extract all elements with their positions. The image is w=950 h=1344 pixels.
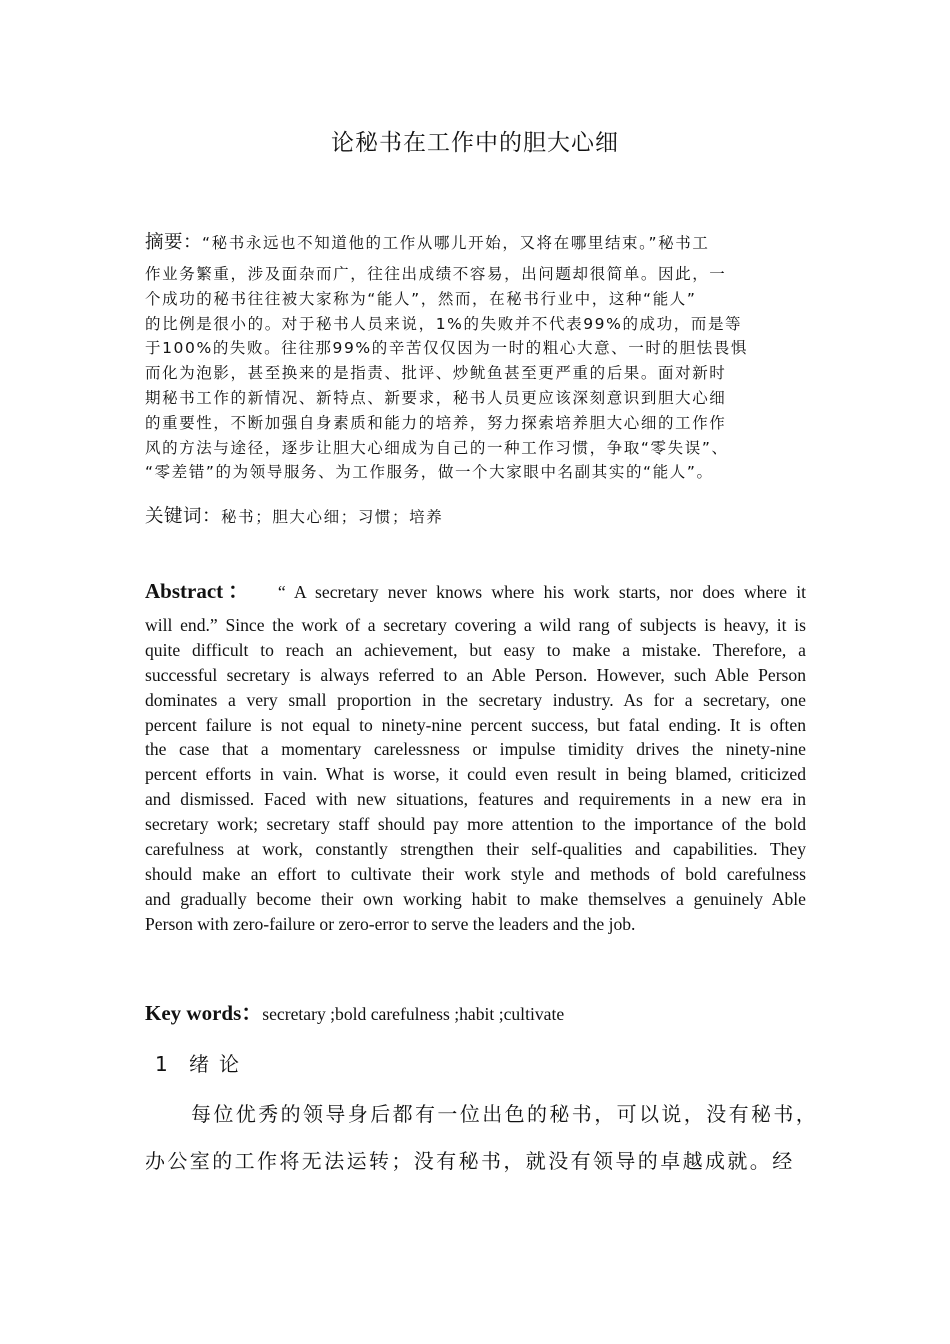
abstract-line: 期秘书工作的新情况、新特点、新要求，秘书人员更应该深刻意识到胆大心细 xyxy=(145,388,727,407)
section-title: 绪论 xyxy=(189,1052,249,1076)
chinese-abstract xyxy=(145,229,810,485)
abstract-line: secretary work; secretary staff should pay more attention to the importance of the bold xyxy=(145,814,806,835)
abstract-line: and dismissed. Faced with new situations, features and requirements in a new era in xyxy=(145,789,806,810)
abstract-line: percent efforts in vain. What is worse, it could even result in being blamed, criticized xyxy=(145,764,806,785)
abstract-line: will end.” Since the work of a secretary covering a wild rang of subjects is heavy, it is xyxy=(145,615,806,635)
abstract-line xyxy=(145,229,810,262)
abstract-line: 的比例是很小的。对于秘书人员来说，1%的失败并不代表99%的成功，而是等 xyxy=(145,314,743,333)
body-line xyxy=(145,1095,825,1142)
paper-title: 论秘书在工作中的胆大心细 xyxy=(331,130,619,156)
english-keywords-text: secretary ;bold carefulness ;habit ;cultivate xyxy=(262,1004,565,1024)
body-paragraph xyxy=(145,1095,825,1189)
abstract-line xyxy=(145,576,806,613)
abstract-line: percent failure is not equal to ninety-nine percent success, but fatal ending. It is often xyxy=(145,714,806,735)
abstract-line: carefulness at work, constantly strengthen their self-qualities and capabilities. They xyxy=(145,839,806,860)
abstract-line: 风的方法与途径，逐步让胆大心细成为自己的一种工作习惯，争取“零失误”、 xyxy=(145,438,729,457)
abstract-line: 作业务繁重，涉及面杂而广，往往出成绩不容易，出问题却很简单。因此，一 xyxy=(145,265,727,283)
chinese-keywords-label: 关键词： xyxy=(145,506,222,527)
body-line: 办公室的工作将无法运转；没有秘书，就没有领导的卓越成就。经 xyxy=(145,1149,795,1173)
chinese-abstract-label: 摘要： xyxy=(145,232,203,253)
english-keywords xyxy=(145,997,564,1027)
section-heading xyxy=(155,1048,249,1077)
abstract-line-text: “ A secretary never knows where his work starts, nor does where it xyxy=(277,582,806,602)
abstract-line: should make an effort to cultivate their work style and methods of bold carefulness xyxy=(145,863,806,884)
abstract-line: dominates a very small proportion in the secretary industry. As for a secretary, one xyxy=(145,689,806,710)
body-line-text: 每位优秀的领导身后都有一位出色的秘书，可以说，没有秘书， xyxy=(191,1102,819,1126)
english-abstract-label: Abstract： xyxy=(145,579,254,603)
abstract-line: 而化为泡影，甚至换来的是指责、批评、炒鱿鱼甚至更严重的后果。面对新时 xyxy=(145,364,727,383)
abstract-line: 个成功的秘书往往被大家称为“能人”，然而，在秘书行业中，这种“能人” xyxy=(145,289,697,308)
chinese-keywords-text: 秘书；胆大心细；习惯；培养 xyxy=(221,508,444,526)
abstract-line: 的重要性，不断加强自身素质和能力的培养，努力探索培养胆大心细的工作作 xyxy=(145,413,727,432)
abstract-line: quite difficult to reach an achievement, but easy to make a mistake. Therefore, a xyxy=(145,639,806,660)
abstract-line: the case that a momentary carelessness or impulse timidity drives the ninety-nine xyxy=(145,739,806,760)
abstract-line: 于100%的失败。往往那99%的辛苦仅仅因为一时的粗心大意、一时的胆怯畏惧 xyxy=(145,339,748,358)
abstract-line: Person with zero-failure or zero-error to serve the leaders and the job. xyxy=(145,913,636,934)
english-keywords-label: Key words： xyxy=(145,1001,263,1025)
english-abstract xyxy=(145,576,806,937)
abstract-line-text: “秘书永远也不知道他的工作从哪儿开始，又将在哪里结束。”秘书工 xyxy=(202,234,710,252)
abstract-line: “零差错”的为领导服务、为工作服务，做一个大家眼中名副其实的“能人”。 xyxy=(145,463,714,482)
section-number: 1 xyxy=(155,1052,168,1076)
chinese-keywords xyxy=(145,502,443,528)
abstract-line: and gradually become their own working habit to make themselves a genuinely Able xyxy=(145,888,806,909)
abstract-line: successful secretary is always referred to an Able Person. However, such Able Person xyxy=(145,664,806,685)
